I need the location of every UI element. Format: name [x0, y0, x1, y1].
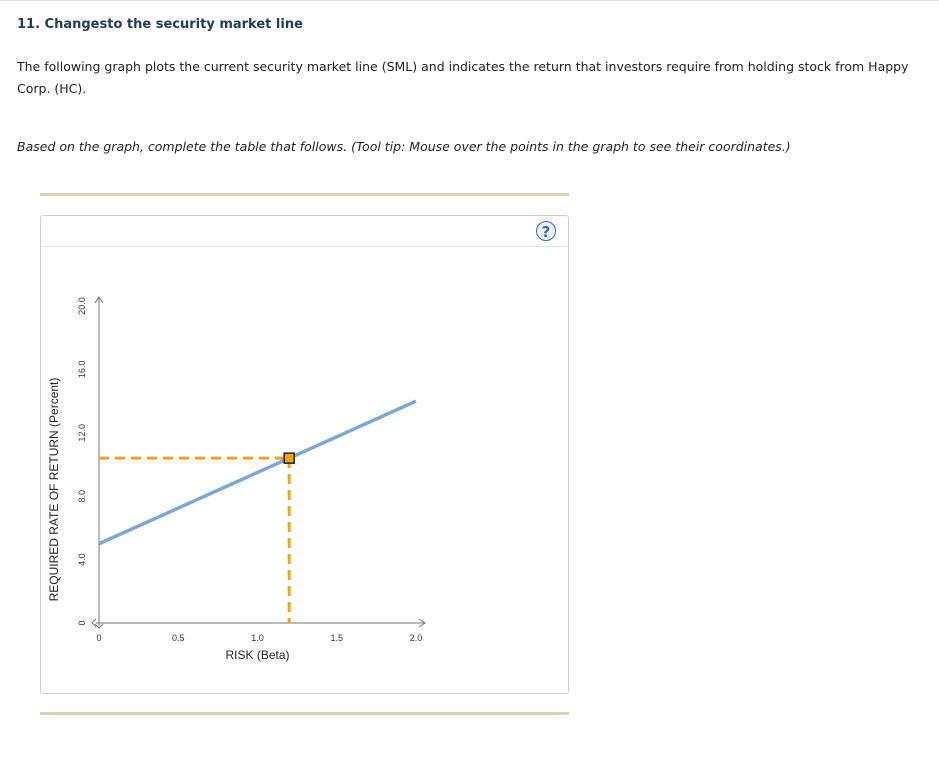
- x-tick-label: 1.5: [330, 633, 344, 643]
- y-tick-label: 16.0: [77, 360, 87, 379]
- graph-top-band: [40, 193, 569, 196]
- y-axis-label: REQUIRED RATE OF RETURN (Percent): [47, 377, 61, 602]
- help-icon[interactable]: ?: [536, 221, 556, 241]
- sml-line: [99, 401, 416, 544]
- hc-point-marker[interactable]: [284, 453, 294, 463]
- y-tick-label: 0: [77, 620, 87, 626]
- intro-paragraph: The following graph plots the current security market line (SML) and indicates the return that investors require from holding stock from Happy Corp. (HC).: [17, 59, 909, 96]
- chart-labels: [47, 378, 290, 662]
- x-axis-back-arrow: [92, 619, 96, 627]
- y-tick-label: 20.0: [77, 297, 87, 315]
- chart-axes: [92, 297, 425, 628]
- chart-plot: [99, 401, 416, 623]
- x-tick-label: 2.0: [409, 633, 423, 643]
- graph-panel: [40, 215, 569, 694]
- x-axis-label: RISK (Beta): [225, 648, 290, 662]
- x-tick-label: 0.5: [171, 633, 185, 643]
- chart-ticks: [77, 297, 422, 643]
- instruction-text: Based on the graph, complete the table that follows. (Tool tip: Mouse over the points in the graph to see their coordinates.): [17, 139, 791, 154]
- sml-chart: [41, 216, 568, 693]
- y-tick-label: 12.0: [77, 424, 87, 442]
- y-tick-label: 8.0: [77, 489, 87, 503]
- y-tick-label: 4.0: [77, 553, 87, 566]
- top-rule: [0, 0, 939, 1]
- graph-bottom-band: [40, 712, 569, 715]
- x-tick-label: 1.0: [251, 633, 264, 643]
- x-tick-label: 0: [96, 633, 102, 643]
- question-title: 11. Changesto the security market line: [17, 17, 303, 32]
